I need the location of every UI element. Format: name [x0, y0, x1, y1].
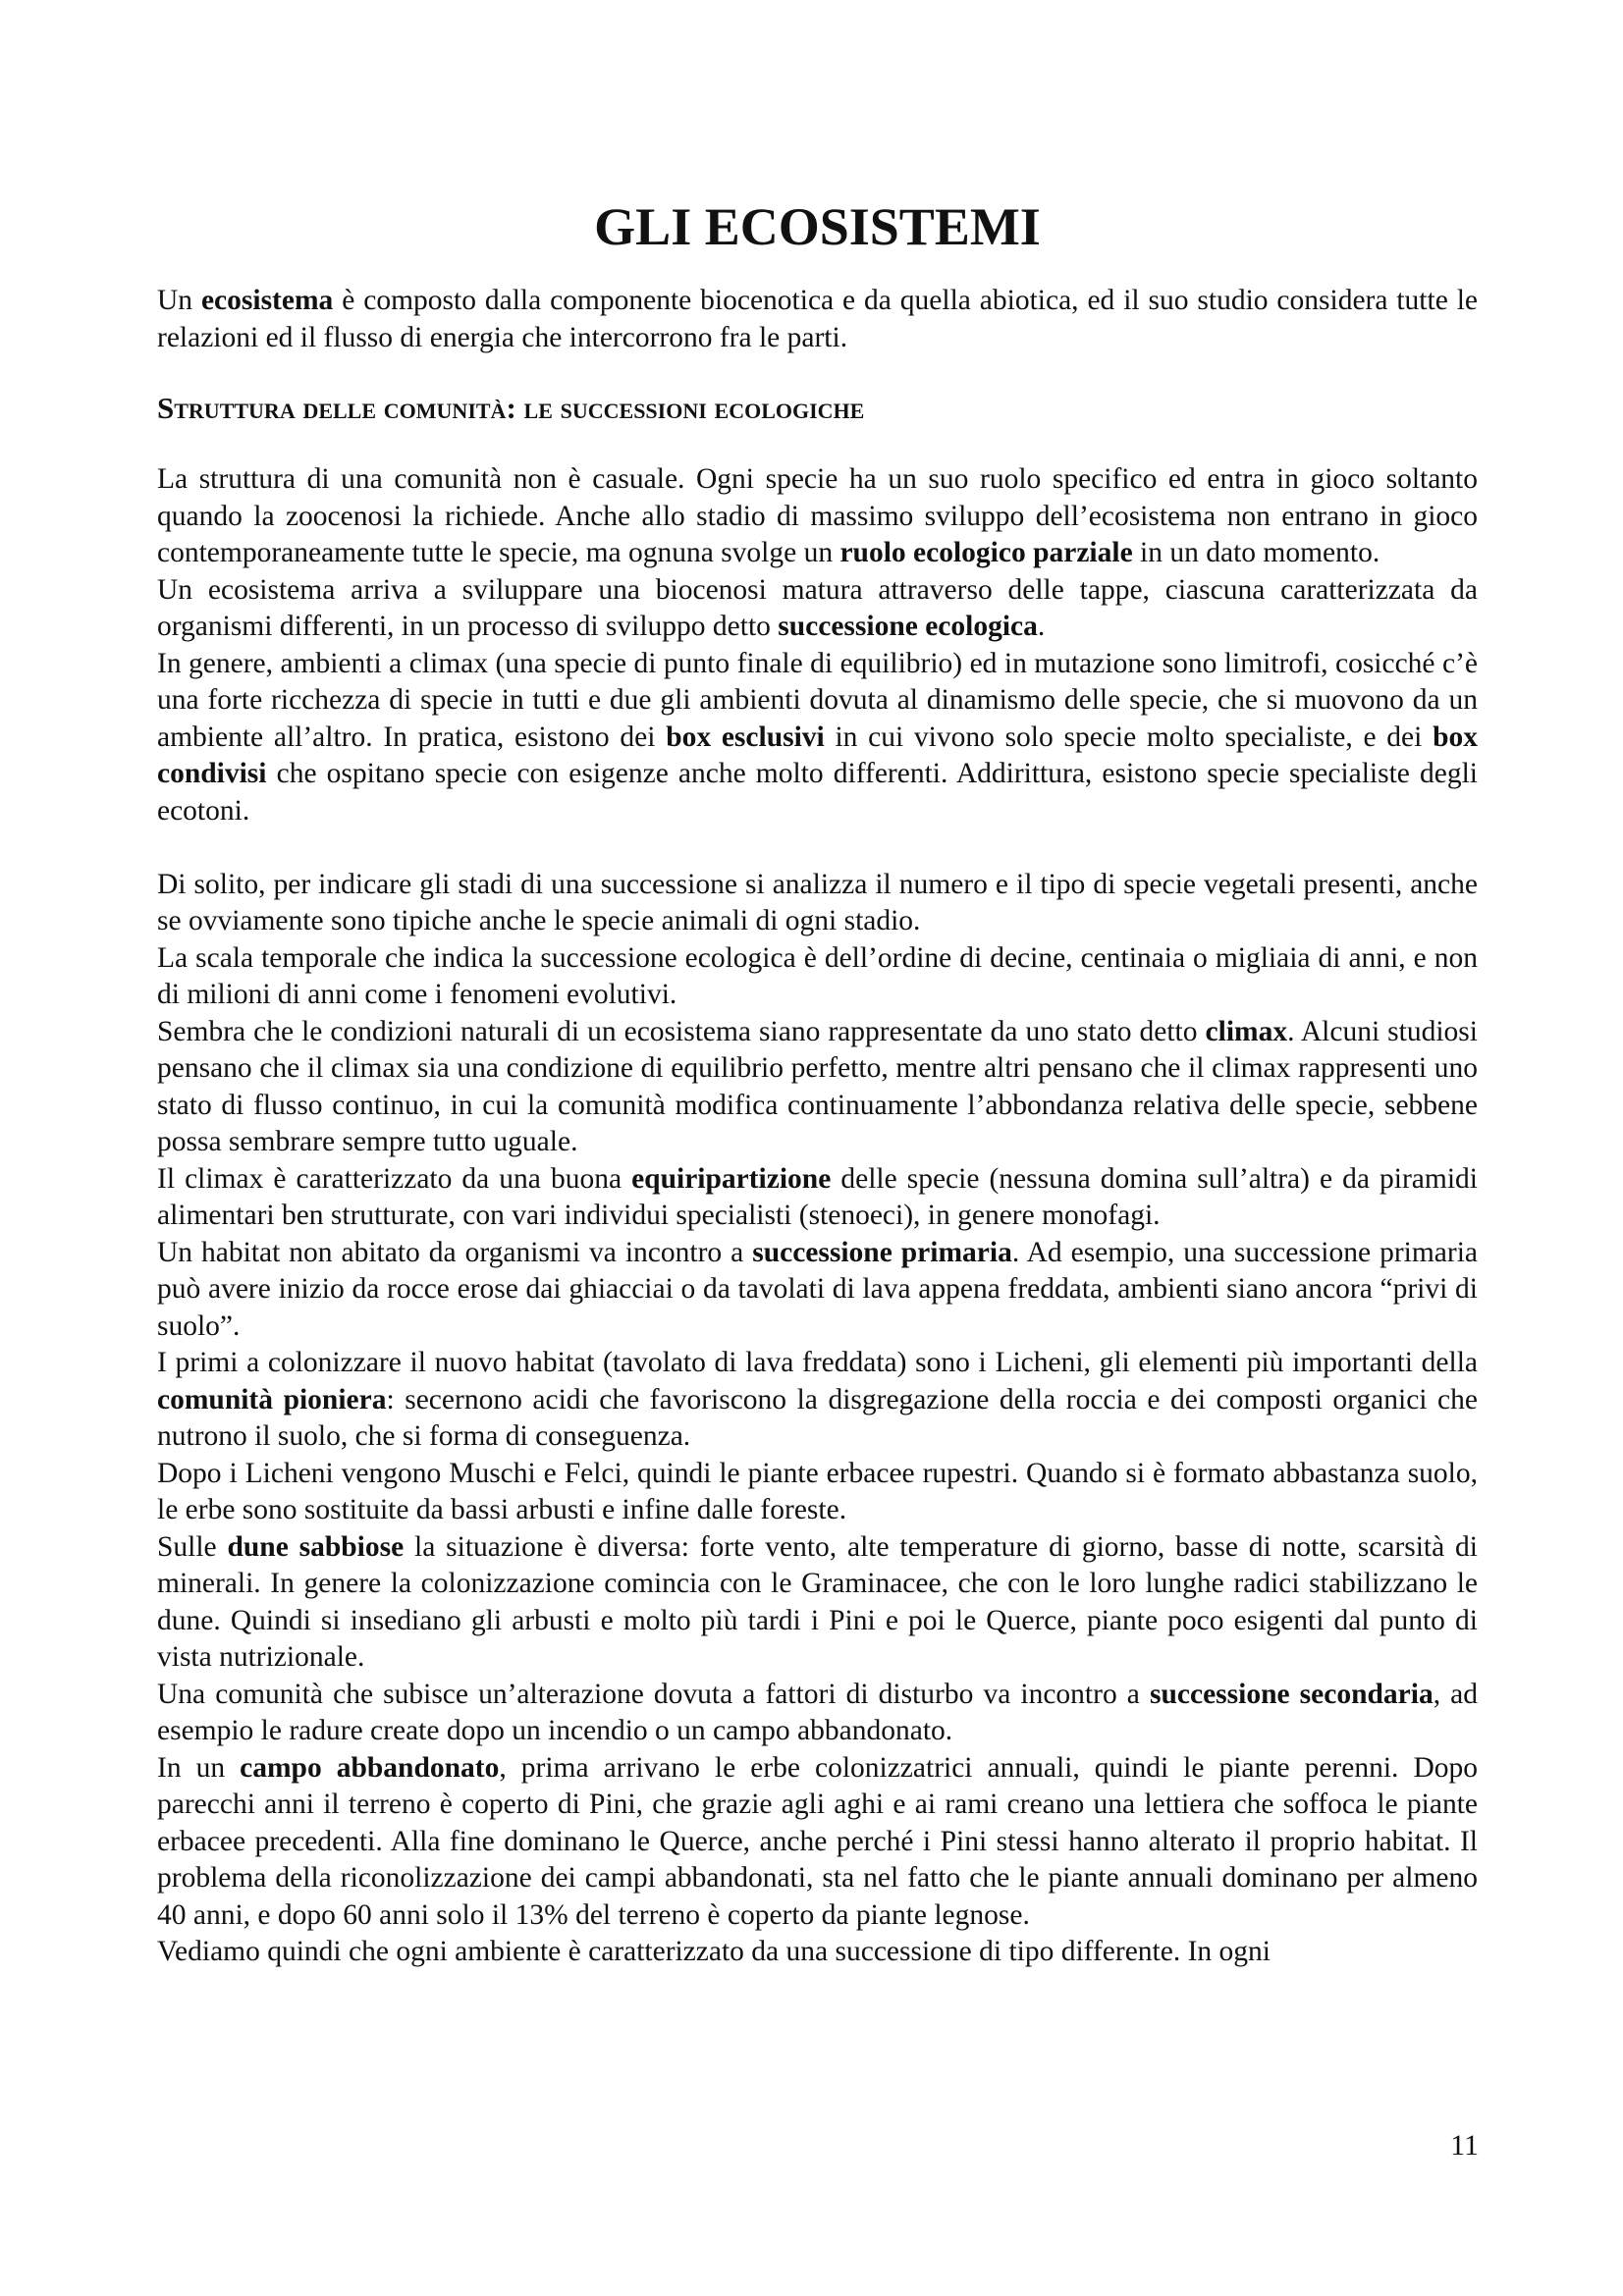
page-content — [157, 192, 1478, 1971]
text-run: Una comunità che subisce un’alterazione dovuta a fattori di disturbo va incontro a — [157, 1678, 1150, 1710]
text-run: I primi a colonizzare il nuovo habitat (tavolato di lava freddata) sono i Licheni, gli elementi più importanti della — [157, 1347, 1478, 1378]
bold-term: successione secondaria — [1150, 1678, 1434, 1710]
body-paragraph — [157, 646, 1478, 830]
text-run: Un habitat non abitato da organismi va incontro a — [157, 1236, 753, 1268]
text-run: Un — [157, 285, 201, 316]
text-run: è composto dalla componente biocenotica e da quella abiotica, ed il suo studio considera tutte le relazioni ed il flusso di energia che intercorrono fra le parti. — [157, 285, 1478, 353]
text-run: in cui vivono solo specie molto specialiste, e dei — [824, 721, 1434, 753]
bold-term: successione ecologica — [778, 611, 1038, 642]
text-run: la situazione è diversa: forte vento, alte temperature di giorno, basse di notte, scarsità di minerali. In genere la colonizzazione comincia con le Graminacee, che con le loro lunghe radici stabilizzano le dune. Quindi si insediano gli arbusti e molto più tardi i Pini e poi le Querce, piante poco esigenti dal punto di vista nutrizionale. — [157, 1530, 1478, 1673]
text-run: . Ad esempio, una successione primaria può avere inizio da rocce erose dai ghiacciai o da tavolati di lava appena freddata, ambienti siano ancora “privi di suolo”. — [157, 1236, 1479, 1342]
text-run: Il climax è caratterizzato da una buona — [157, 1162, 632, 1195]
page-number: 11 — [1450, 2129, 1479, 2162]
bold-term: campo abbandonato — [240, 1751, 500, 1784]
bold-term: climax — [1205, 1015, 1288, 1047]
body-paragraph — [157, 572, 1478, 646]
body-paragraph — [157, 1235, 1478, 1346]
bold-term: ruolo ecologico parziale — [839, 537, 1133, 568]
text-run: , ad esempio le radure create dopo un incendio o un campo abbandonato. — [157, 1678, 1479, 1746]
bold-term: box condivisi — [157, 721, 1478, 789]
paragraph-gap — [157, 829, 1478, 867]
paragraph-block-2 — [157, 867, 1478, 1971]
text-run: La scala temporale che indica la successione ecologica è dell’ordine di decine, centinaia o migliaia di anni, e non di milioni di anni come i fenomeni evolutivi. — [157, 941, 1478, 1010]
section-heading: Struttura delle comunità: le successioni ecologiche — [157, 391, 865, 425]
intro-block — [157, 283, 1478, 356]
bold-term: box esclusivi — [666, 721, 825, 753]
page-title: GLI ECOSISTEMI — [594, 197, 1041, 256]
body-paragraph — [157, 867, 1478, 940]
text-run: Di solito, per indicare gli stadi di una successione si analizza il numero e il tipo di specie vegetali presenti, anche se ovviamente sono tipiche anche le specie animali di ogni stadio. — [157, 868, 1478, 936]
text-run: in un dato momento. — [1132, 537, 1380, 568]
text-run: delle specie (nessuna domina sull’altra) e da piramidi alimentari ben strutturate, con vari individui specialisti (stenoeci), in genere monofagi. — [157, 1162, 1478, 1231]
text-run: In genere, ambienti a climax (una specie di punto finale di equilibrio) ed in mutazione sono limitrofi, cosicché c’è una forte ricchezza di specie in tutti e due gli ambienti dovuta al dinamismo delle specie, che si muovono da un ambiente all’altro. In pratica, esistono dei — [157, 647, 1478, 753]
text-run: Vediamo quindi che ogni ambiente è caratterizzato da una successione di tipo differente. In ogni — [157, 1936, 1271, 1967]
bold-term: dune sabbiose — [227, 1530, 405, 1563]
bold-term: equiripartizione — [631, 1162, 832, 1195]
bold-term: ecosistema — [200, 285, 334, 316]
text-run: Sulle — [157, 1530, 228, 1563]
body-paragraph — [157, 1161, 1478, 1235]
body-paragraph — [157, 1934, 1478, 1971]
body-paragraph — [157, 1014, 1478, 1161]
text-run: : secernono acidi che favoriscono la disgregazione della roccia e dei composti organici che nutrono il suolo, che si forma di conseguenza. — [157, 1383, 1478, 1452]
paragraph-block-1 — [157, 461, 1478, 829]
body-paragraph — [157, 1750, 1478, 1935]
body-paragraph — [157, 940, 1478, 1014]
text-run: Un ecosistema arriva a sviluppare una biocenosi matura attraverso delle tappe, ciascuna caratterizzata da organismi differenti, in un processo di sviluppo detto — [157, 573, 1478, 642]
body-paragraph — [157, 1529, 1478, 1677]
text-run: , prima arrivano le erbe colonizzatrici annuali, quindi le piante perenni. Dopo parecchi anni il terreno è coperto di Pini, che grazie agli aghi e ai rami creano una lettiera che soffoca le piante erbacee precedenti. Alla fine dominano le Querce, anche perché i Pini stessi hanno alterato il proprio habitat. Il problema della riconolizzazione dei campi abbandonati, sta nel fatto che le piante annuali dominano per almeno 40 anni, e dopo 60 anni solo il 13% del terreno è coperto da piante legnose. — [157, 1751, 1479, 1931]
body-paragraph — [157, 1677, 1478, 1750]
text-run: che ospitano specie con esigenze anche molto differenti. Addirittura, esistono specie specialiste degli ecotoni. — [157, 758, 1478, 827]
text-run: In un — [157, 1751, 241, 1784]
intro-paragraph — [157, 283, 1478, 356]
text-run: La struttura di una comunità non è casuale. Ogni specie ha un suo ruolo specifico ed entra in gioco soltanto quando la zoocenosi la richiede. Anche allo stadio di massimo sviluppo dell’ecosistema non entrano in gioco contemporaneamente tutte le specie, ma ognuna svolge un — [157, 463, 1478, 568]
body-paragraph — [157, 1456, 1478, 1529]
bold-term: successione primaria — [752, 1236, 1012, 1268]
body-paragraph — [157, 461, 1478, 572]
text-run: Sembra che le condizioni naturali di un ecosistema siano rappresentate da uno stato detto — [157, 1015, 1206, 1047]
text-run: . — [1037, 611, 1046, 642]
bold-term: comunità pioniera — [157, 1383, 387, 1415]
text-run: Dopo i Licheni vengono Muschi e Felci, quindi le piante erbacee rupestri. Quando si è formato abbastanza suolo, le erbe sono sostituite da bassi arbusti e infine dalle foreste. — [157, 1457, 1478, 1525]
text-run: . Alcuni studiosi pensano che il climax sia una condizione di equilibrio perfetto, mentre altri pensano che il climax rappresenti uno stato di flusso continuo, in cui la comunità modifica continuamente l’abbondanza relativa delle specie, sebbene possa sembrare sempre tutto uguale. — [157, 1015, 1478, 1157]
body-paragraph — [157, 1345, 1478, 1456]
